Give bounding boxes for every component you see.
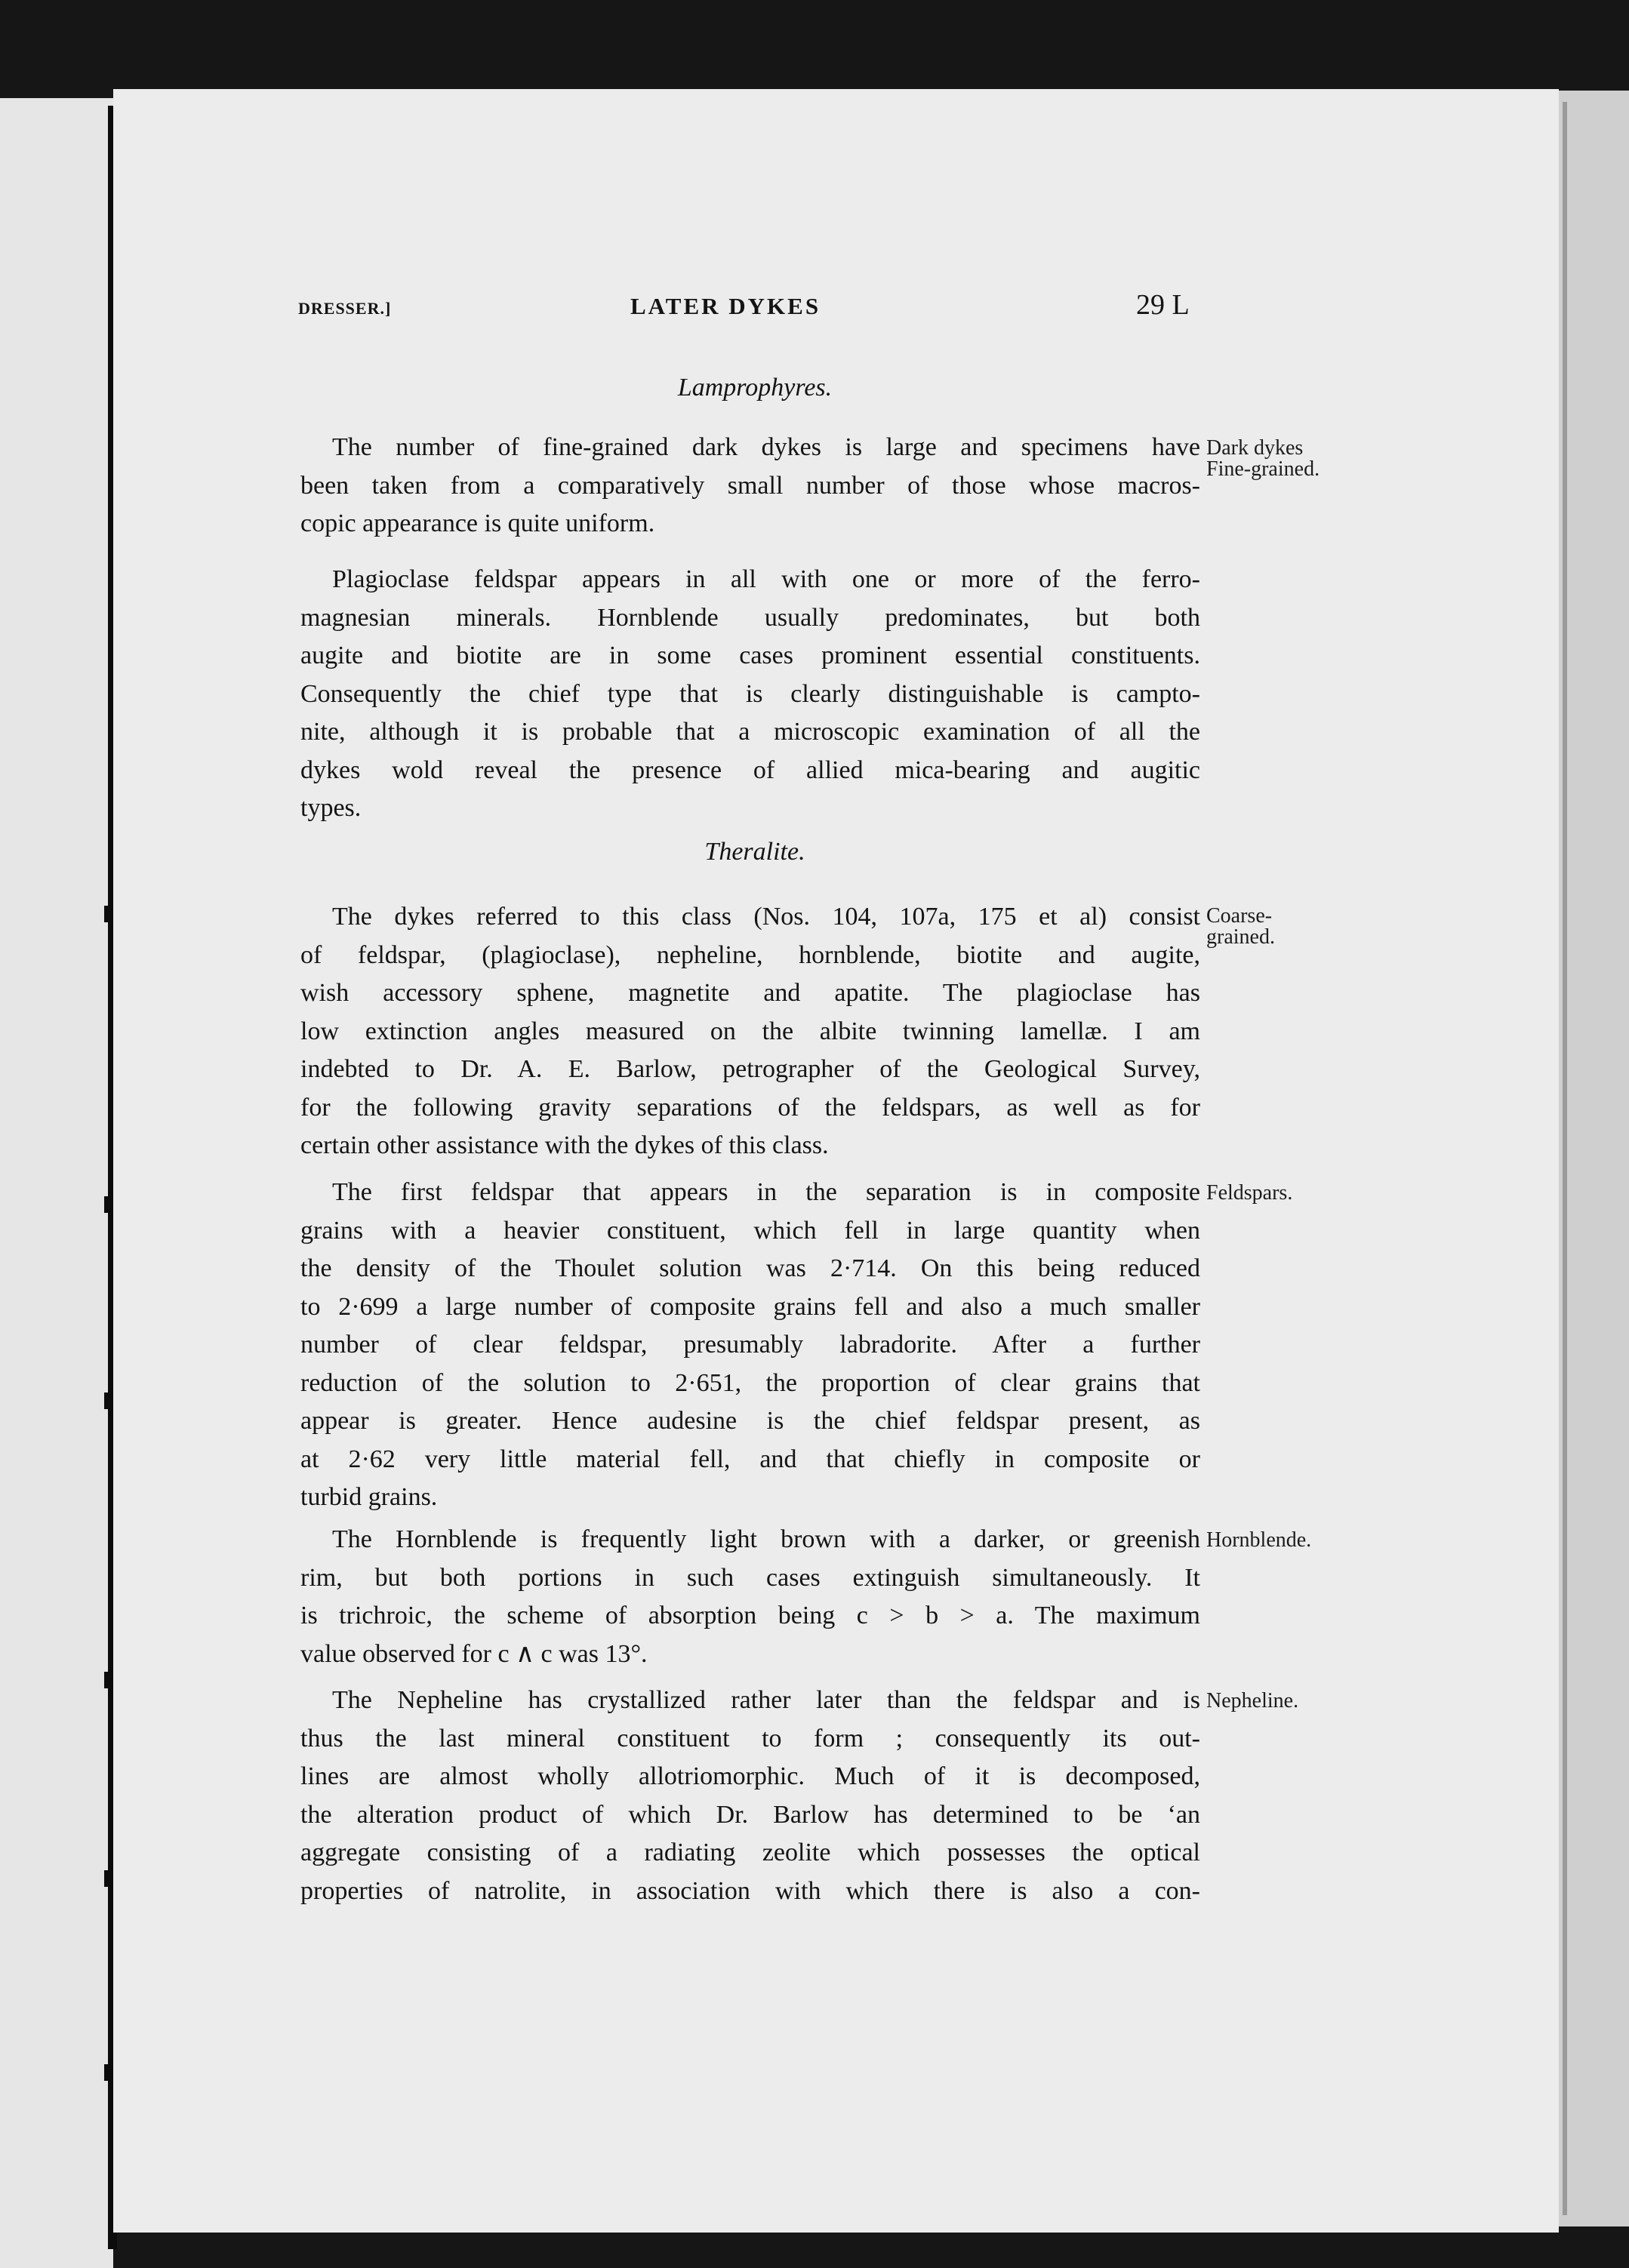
text-line: thus the last mineral constituent to form ; consequently its out- [300,1724,1200,1753]
text-line: copic appearance is quite uniform. [300,509,655,537]
text-line: indebted to Dr. A. E. Barlow, petrographer of the Geological Survey, [300,1055,1200,1083]
running-header [298,289,1204,331]
paragraph-6 [300,1682,1200,1910]
margin-note-line: Hornblende. [1206,1528,1312,1552]
margin-note-line: Dark dykes [1206,436,1304,460]
header-author: DRESSER.] [298,299,392,318]
margin-note-hornblende [1206,1530,1357,1551]
margin-note-dark-dykes [1206,438,1357,480]
section-heading-lamprophyres: Lamprophyres. [677,374,833,402]
paragraph-2 [300,561,1200,828]
margin-note-line: Fine-grained. [1206,457,1320,481]
text-line: The Nepheline has crystallized rather later than the feldspar and is [332,1686,1200,1714]
paragraph-4 [300,1174,1200,1517]
text-line: the density of the Thoulet solution was 2·714. On this being reduced [300,1254,1200,1282]
text-line: at 2·62 very little material fell, and that chiefly in composite or [300,1445,1200,1473]
text-line: Plagioclase feldspar appears in all with one or more of the ferro- [332,565,1200,593]
text-line: value observed for c ∧ c was 13°. [300,1639,648,1668]
margin-note-line: Nepheline. [1206,1689,1299,1713]
margin-note-coarse-grained [1206,906,1357,948]
paragraph-5 [300,1521,1200,1673]
text-line: for the following gravity separations of the feldspars, as well as for [300,1093,1200,1122]
text-line: is trichroic, the scheme of absorption being c > b > a. The maximum [300,1602,1200,1629]
margin-note-nepheline [1206,1691,1357,1712]
text-line: The first feldspar that appears in the separation is in composite [332,1178,1200,1206]
paragraph-1 [300,429,1200,543]
text-line: properties of natrolite, in association with which there is also a con- [300,1876,1200,1905]
text-line: to 2·699 a large number of composite grains fell and also a much smaller [300,1292,1200,1321]
text-line: dykes wold reveal the presence of allied mica-bearing and augitic [300,755,1200,784]
margin-note-line: grained. [1206,925,1275,949]
text-line: nite, although it is probable that a microscopic examination of all the [300,718,1200,746]
text-line: types. [300,794,362,822]
header-title: LATER DYKES [630,293,821,319]
text-line: augite and biotite are in some cases prominent essential constituents. [300,642,1200,669]
text-line: Consequently the chief type that is clearly distinguishable is campto- [300,679,1200,708]
text-line: aggregate consisting of a radiating zeolite which possesses the optical [300,1839,1200,1866]
text-line: of feldspar, (plagioclase), nepheline, hornblende, biotite and augite, [300,940,1200,969]
text-line: magnesian minerals. Hornblende usually predominates, but both [300,603,1200,632]
text-line: the alteration product of which Dr. Barlow has determined to be ‘an [300,1800,1200,1829]
margin-note-feldspars [1206,1183,1357,1204]
paragraph-3 [300,898,1200,1165]
text-line: certain other assistance with the dykes of this class. [300,1131,829,1159]
margin-note-line: Feldspars. [1206,1181,1293,1205]
section-heading-theralite: Theralite. [704,838,805,866]
page-edge-line [1563,102,1567,2215]
text-line: rim, but both portions in such cases extinguish simultaneously. It [300,1563,1200,1592]
text-line: wish accessory sphene, magnetite and apatite. The plagioclase has [300,979,1200,1007]
page-edge-shadow [1559,91,1629,2226]
text-line: The dykes referred to this class (Nos. 104, 107a, 175 et al) consist [332,903,1200,931]
text-line: been taken from a comparatively small number of those whose macros- [300,471,1200,500]
text-line: The Hornblende is frequently light brown with a darker, or greenish [332,1525,1200,1553]
text-line: number of clear feldspar, presumably labradorite. After a further [300,1331,1200,1359]
text-line: The number of fine-grained dark dykes is large and specimens have [332,433,1200,461]
text-line: lines are almost wholly allotriomorphic. Much of it is decomposed, [300,1762,1200,1790]
page-number: 29 L [1136,289,1190,321]
text-line: turbid grains. [300,1483,438,1511]
text-line: low extinction angles measured on the albite twinning lamellæ. I am [300,1017,1200,1045]
margin-note-line: Coarse- [1206,904,1273,928]
text-line: grains with a heavier constituent, which fell in large quantity when [300,1216,1200,1245]
text-line: appear is greater. Hence audesine is the chief feldspar present, as [300,1407,1200,1435]
adjacent-page-edge [0,98,113,2268]
text-line: reduction of the solution to 2·651, the proportion of clear grains that [300,1368,1200,1397]
